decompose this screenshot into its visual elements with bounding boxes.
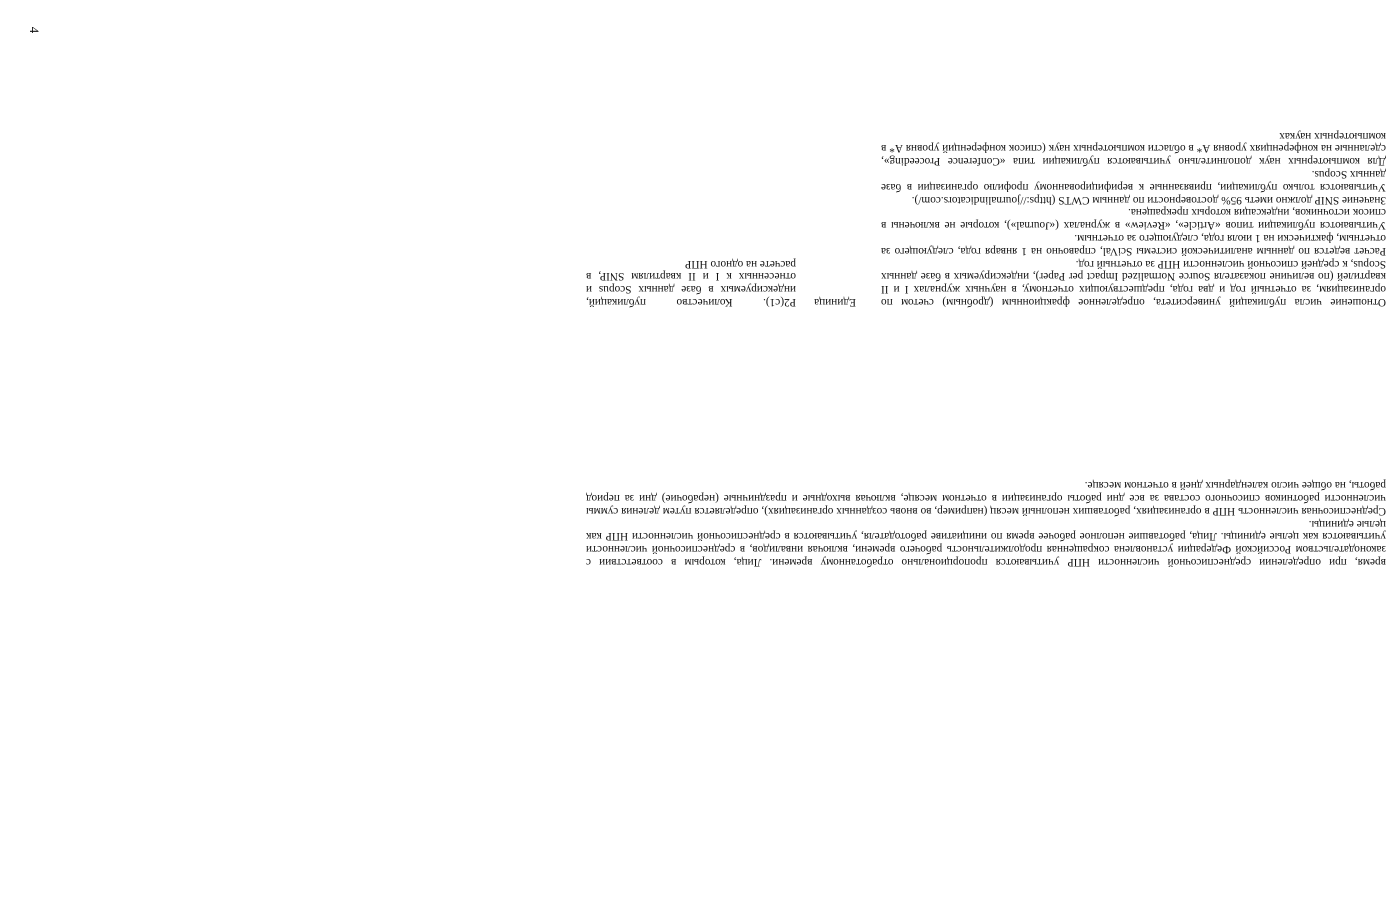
description-paragraph: Значение SNIP должно иметь 95% достоверности по данным CWTS (https://journalindicators.com/). <box>911 193 1386 206</box>
page-number: 4 <box>27 26 42 34</box>
table-row <box>586 48 1386 308</box>
continuation-text <box>586 478 1386 568</box>
description-paragraph: Отношение числа публикаций университета, определенное фракционным (дробным) счетом по организациям, за отчетный год и два года, предшествующих отчетному, в научных журналах I и II квартилей (по величине показателя Source Normalized Impact per Paper), индексируемых в базе данных Scopus, к средней списочной численности НПР за отчетный год. <box>881 257 1386 308</box>
description-paragraph: Расчет ведется по данным аналитической системы SciVal, справочно на 1 января года, следующего за отчетным, фактически на 1 июля года, следующего за отчетным. <box>881 232 1386 257</box>
paragraph: Среднесписочная численность НПР в организациях, работавших неполный месяц (например, во вновь созданных организациях), определяется путем деления суммы численности работников списочного состава за все дни работы организации в отчетном месяце, включая выходные и праздничные (нерабочие) дни за период работы, на общее число календарных дней в отчетном месяце. <box>586 479 1386 517</box>
document-body <box>586 48 1386 568</box>
description-paragraph: Для компьютерных наук дополнительно учитываются публикации типа «Conference Proceeding», сделанные на конференциях уровня A* в области компьютерных наук (список конференций уровня A* в компьютерных науках <box>881 129 1386 168</box>
description-cell <box>881 129 1386 308</box>
indicator-cell: P2(c1). Количество публикаций, индексируемых в базе данных Scopus и отнесенных к I и II квартилям SNIP, в расчете на одного НПР <box>586 257 796 308</box>
description-paragraph: Учитываются только публикации, привязанные к верифицированному профилю организации в базе данных Scopus. <box>881 168 1386 193</box>
unit-cell: Единица <box>814 296 856 308</box>
paragraph: время, при определении среднесписочной численности НПР учитываются пропорционально отработанному времени. Лица, которым в соответствии с законодательством Российской Федерации установлена сокращенная продолжительность рабочего времени, включая инвалидов, в среднесписочной численности учитываются как целые единицы. Лица, работавшие неполное рабочее время по инициативе работодателя, учитываются в среднесписочной численности НПР как целые единицы. <box>586 517 1386 568</box>
description-paragraph: Учитываются публикации типов «Article», «Review» в журналах («Journal»), которые не включены в список источников, индексация которых прекращена. <box>881 206 1386 232</box>
